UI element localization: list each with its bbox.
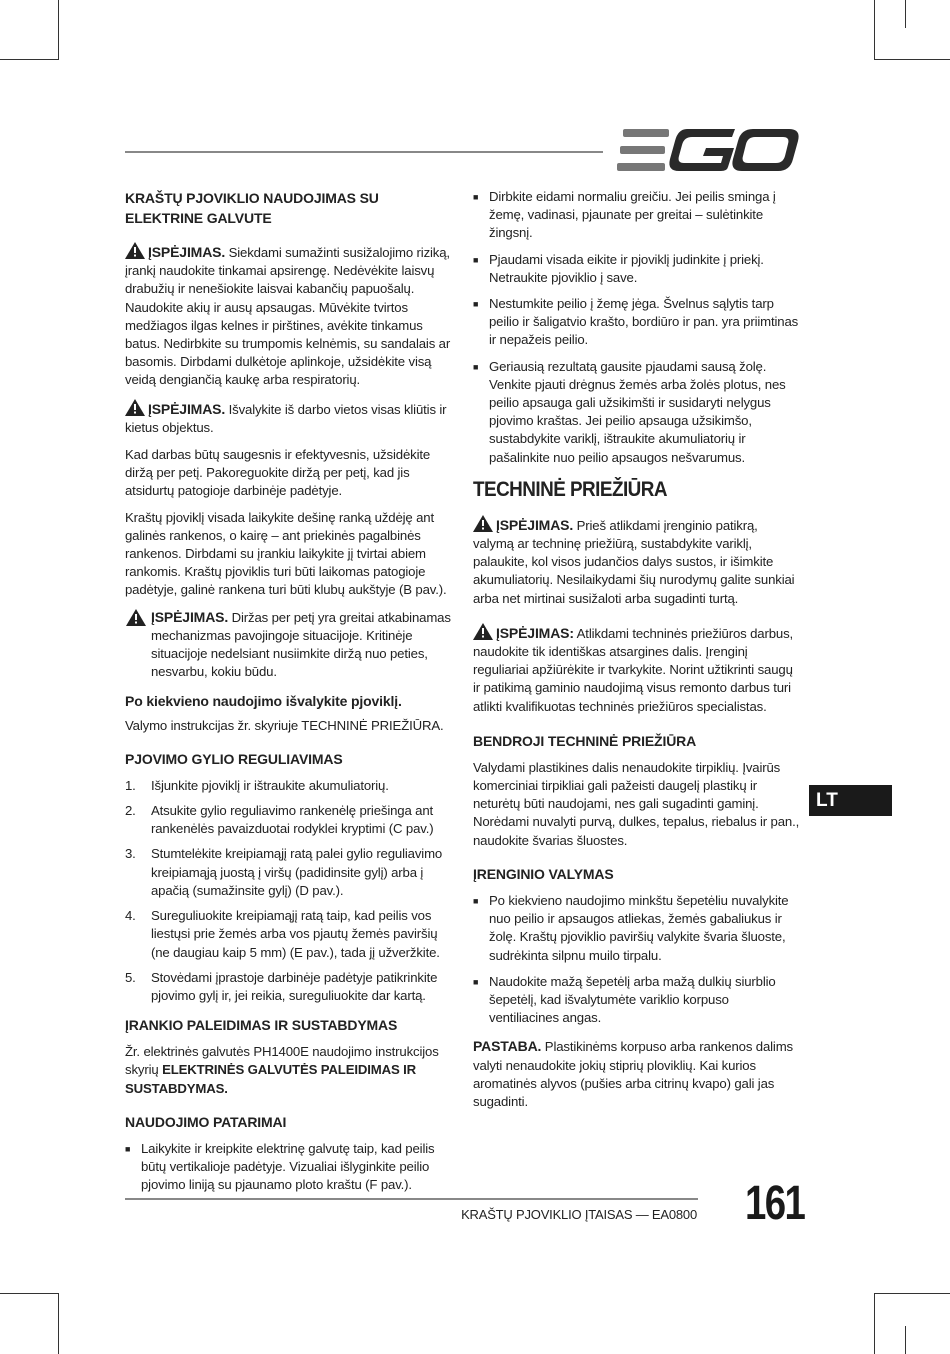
list-item: 4. Sureguliuokite kreipiamąjį ratą taip, kad peilis vos liestųsi prie žemės arba vos pjautų žemės paviršių (ne daugiau kaip 5 mm) (E pav.), tada jį užveržkite. <box>125 908 440 960</box>
section-title-tips: NAUDOJIMO PATARIMAI <box>125 1113 287 1130</box>
section-title-start-stop: ĮRANKIO PALEIDIMAS IR SUSTABDYMAS <box>125 1017 398 1034</box>
section-title-cleaning: ĮRENGINIO VALYMAS <box>473 865 614 882</box>
warning-block <box>125 242 453 390</box>
bullet-square-icon: ■ <box>473 361 479 372</box>
list-item: ■ Po kiekvieno naudojimo minkštu šepetėliu nuvalykite nuo peilio ir apsaugos atliekas, žemės gabaliukus ir žolę. Kraštų pjoviklio paviršių valykite švaria šluoste, sudrėkinta silpnu muilo tirpalu. <box>473 892 801 965</box>
tips-list <box>125 1140 453 1195</box>
warning-text: Diržas per petį yra greitai atkabinamas mechanizmas pavojingoje situacijoje. Kritinėje situacijoje nedelsiant nusiimkite diržą nuo peties, nesvarbu, kokiu būdu. <box>151 609 451 680</box>
warning-block <box>473 515 801 608</box>
list-item: ■ Geriausią rezultatą gausite pjaudami sausą žolę. Venkite pjauti drėgnus žemės arba žolės plotus, nes peilio apsauga gali užsikimšti ir susidaryti nelygus pjovimo kraštas. Jei peilio apsauga užsikimšo, sustabdykite variklį, ištraukite akumuliatorių ir pašalinkite nuo peilio apsaugos nešvarumus. <box>473 358 801 467</box>
list-item: 2. Atsukite gylio reguliavimo rankenėlę priešinga ant rankenėlės pavaizduotai rodyklei kryptimi (C pav.) <box>125 803 434 837</box>
cleaning-list <box>473 892 801 1027</box>
warning-triangle-icon <box>125 399 145 416</box>
warning-text: Siekdami sumažinti susižalojimo riziką, įrankį naudokite tinkamai apsirengę. Nedėvėkite laisvų drabužių ir nenešiokite laisvai kabančių papuošalų. Naudokite akių ir ausų apsaugas. Mūvėkite tvirtos medžiagos ilgas kelnes ir pirštines, avėkite tinkamus batus. Nedirbkite su trumpomis kelnėmis, su sandalais ar basomis. Dirbdami dulkėtoje aplinkoje, užsidėkite visą veidą dengiančią kaukę arba respiratorių. <box>125 245 451 388</box>
warning-block <box>125 399 453 437</box>
list-item: 1. Išjunkite pjoviklį ir ištraukite akumuliatorių. <box>125 777 389 793</box>
list-item: ■ Laikykite ir kreipkite elektrinę galvutę taip, kad peilis būtų vertikalioje padėtyje. Vizualiai išlyginkite peilio pjovimo liniją su pjaunamo ploto kraštu (F pav.). <box>125 1140 453 1195</box>
warning-label: ĮSPĖJIMAS. <box>148 244 226 260</box>
after-use-text: Valymo instrukcijas žr. skyriuje TECHNINĖ PRIEŽIŪRA. <box>125 717 444 733</box>
start-stop-text: Žr. elektrinės galvutės PH1400E naudojimo instrukcijos skyrių ELEKTRINĖS GALVUTĖS PALEIDIMAS IR SUSTABDYMAS. <box>125 1044 439 1096</box>
warning-triangle-icon <box>125 609 147 626</box>
warning-text: Išvalykite iš darbo vietos visas kliūtis ir kietus objektus. <box>125 401 447 435</box>
crop-mark <box>905 0 906 28</box>
list-item: 3. Stumtelėkite kreipiamąjį ratą palei gylio reguliavimo kreipiamąją juostą į viršų (padidinsite gylį) arba į apačią (sumažinsite gylį) (D pav.). <box>125 846 443 898</box>
language-tab: LT <box>809 785 892 816</box>
list-item: ■ Pjaudami visada eikite ir pjoviklį judinkite į priekį. Netraukite pjoviklio į save. <box>473 251 801 287</box>
section-title-edger-use: KRAŠTŲ PJOVIKLIO NAUDOJIMAS SU ELEKTRINE GALVUTE <box>125 190 379 226</box>
list-item: 5. Stovėdami įprastoje darbinėje padėtyje patikrinkite pjovimo gylį ir, jei reikia, sureguliuokite dar kartą. <box>125 969 438 1003</box>
section-title-maintenance: TECHNINĖ PRIEŽIŪRA <box>473 477 667 501</box>
note-block <box>473 1037 801 1111</box>
warning-block <box>125 608 453 682</box>
crop-mark <box>874 1293 950 1294</box>
note-label: PASTABA. <box>473 1038 542 1055</box>
list-item: ■ Naudokite mažą šepetėlį arba mažą dulkių siurblio šepetėlį, kad išvalytumėte variklio korpuso ventiliacines angas. <box>473 973 801 1028</box>
crop-mark <box>874 59 950 60</box>
header-rule <box>125 151 603 153</box>
list-item: ■ Dirbkite eidami normaliu greičiu. Jei peilis sminga į žemę, vadinasi, pjaunate per greitai – sulėtinkite žingsnį. <box>473 188 801 243</box>
crop-mark <box>874 1293 875 1354</box>
warning-label: ĮSPĖJIMAS. <box>496 516 574 533</box>
list-item: ■ Nestumkite peilio į žemę jėga. Švelnus sąlytis tarp peilio ir šaligatvio krašto, bordiūro ir pan. yra priimtinas ir nepažeis peilio. <box>473 295 801 350</box>
bullet-square-icon: ■ <box>473 254 479 265</box>
warning-block <box>473 623 801 716</box>
crop-mark <box>905 1326 906 1354</box>
crop-mark <box>58 0 59 60</box>
paragraph-holding: Kraštų pjoviklį visada laikykite dešinę ranką uždėję ant galinės rankenos, o kairę – ant priekinės pagalbinės rankenos. Dirbdami su įrankiu laikykite jį tvirtai abiem rankomis. Kraštų pjoviklis turi būti laikomas patogioje padėtyje, galinė rankena turi būti klubų aukštyje (B pav.). <box>125 509 447 598</box>
tips-list-continued <box>473 188 801 467</box>
right-column <box>473 188 801 1119</box>
warning-triangle-icon <box>473 515 493 532</box>
bullet-square-icon: ■ <box>473 299 479 310</box>
general-maintenance-text: Valydami plastikines dalis nenaudokite tirpiklių. Įvairūs komerciniai tirpikliai gali pažeisti daugelį plastikų ir neturėtų būti naudojami, nes gali sugadinti gaminį. Norėdami nuvalyti purvą, dulkes, tepalus, riebalus ir pan., naudokite švarias šluostes. <box>473 759 800 848</box>
footer-title: KRAŠTŲ PJOVIKLIO ĮTAISAS — EA0800 <box>461 1207 697 1222</box>
section-title-general-maintenance: BENDROJI TECHNINĖ PRIEŽIŪRA <box>473 732 697 749</box>
warning-label: ĮSPĖJIMAS. <box>151 608 229 625</box>
page-number: 161 <box>745 1177 805 1230</box>
bullet-square-icon: ■ <box>125 1143 131 1154</box>
crop-mark <box>874 0 875 60</box>
warning-triangle-icon <box>473 623 493 640</box>
footer-rule <box>125 1198 698 1200</box>
section-title-depth: PJOVIMO GYLIO REGULIAVIMAS <box>125 750 343 767</box>
bullet-square-icon: ■ <box>473 895 479 906</box>
warning-triangle-icon <box>125 242 145 259</box>
warning-text: Atlikdami techninės priežiūros darbus, naudokite tik identiškas atsargines dalis. Įrenginį reguliariai apžiūrėkite ir tvarkykite. Norint užtikrinti saugų ir patikimą gaminio naudojimą visus remonto darbus turi atlikti kvalifikuotas techninės priežiūros specialistas. <box>473 625 794 714</box>
paragraph-shoulder-strap: Kad darbas būtų saugesnis ir efektyvesnis, užsidėkite diržą per petį. Pakoreguokite diržą per petį, kad jis atsidurtų patogioje darbinėje padėtyje. <box>125 447 431 499</box>
crop-mark <box>0 1293 59 1294</box>
note-text: Plastikinėms korpuso arba rankenos dalims valyti nenaudokite jokių stiprių ploviklių. Kai kurios aromatinės alyvos (pušies arba citrinų kvapo) gali jas sugadinti. <box>473 1039 793 1109</box>
crop-mark <box>0 59 59 60</box>
warning-label: ĮSPĖJIMAS: <box>496 624 574 641</box>
after-use-title: Po kiekvieno naudojimo išvalykite pjoviklį. <box>125 693 402 710</box>
bullet-square-icon: ■ <box>473 192 479 202</box>
ego-logo <box>617 129 799 171</box>
crop-mark <box>58 1293 59 1354</box>
warning-label: ĮSPĖJIMAS. <box>148 400 226 417</box>
bullet-square-icon: ■ <box>473 976 479 987</box>
depth-steps-list <box>125 777 453 1005</box>
left-column <box>125 188 453 1204</box>
warning-text: Prieš atlikdami įrenginio patikrą, valymą ar techninę priežiūrą, sustabdykite variklį, palaukite, kol visos judančios dalys sustos, ir išimkite akumuliatorių. Nesilaikydami šių nurodymų galite sunkiai arba net mirtinai susižaloti arba sugadinti turtą. <box>473 517 795 606</box>
